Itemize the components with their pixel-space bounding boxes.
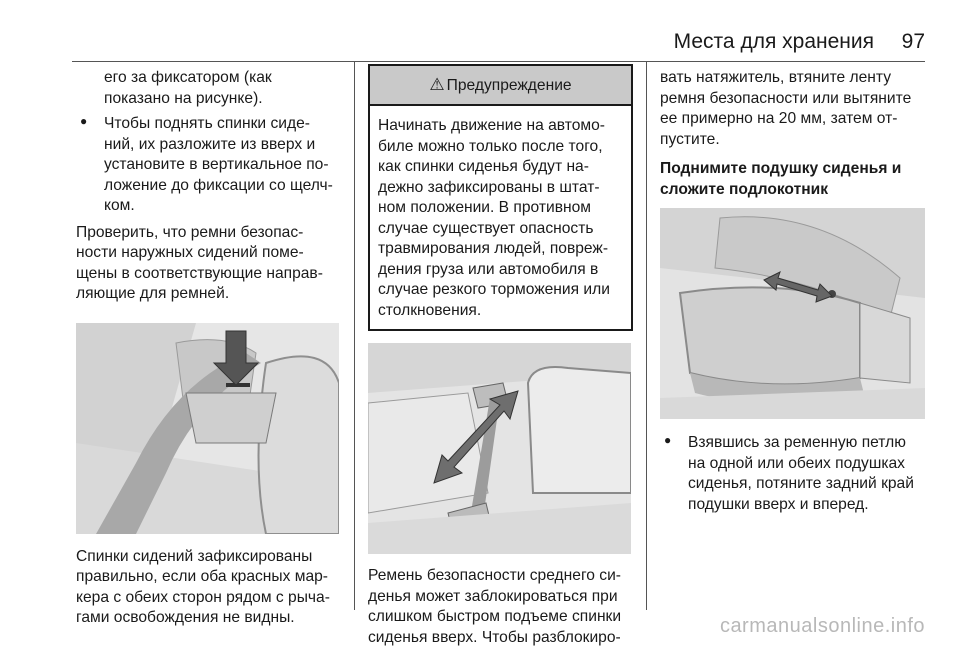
continued-text-line: показано на рисунке). xyxy=(76,89,344,110)
warning-line: случае существует опасность xyxy=(378,219,623,240)
bullet-line: Чтобы поднять спинки сиде- xyxy=(104,114,344,135)
column-3 xyxy=(660,68,928,515)
bullet-line: ком. xyxy=(104,196,344,217)
header-rule xyxy=(72,61,925,62)
figure-caption xyxy=(76,547,344,629)
warning-line: ном положении. В противном xyxy=(378,198,623,219)
warning-line: травмирования людей, повреж- xyxy=(378,239,623,260)
watermark: carmanualsonline.info xyxy=(720,615,925,638)
paragraph xyxy=(76,223,344,305)
bullet-line: установите в вертикальное по- xyxy=(104,155,344,176)
figure-seatbelt-guide xyxy=(76,323,339,534)
warning-header xyxy=(370,66,631,106)
warning-line: Начинать движение на автомо- xyxy=(378,116,623,137)
warning-body xyxy=(370,106,631,329)
bullet-line: сиденья, потяните задний край xyxy=(688,474,928,495)
bullet-dot-icon: ● xyxy=(664,433,671,447)
text-block xyxy=(368,566,633,648)
warning-triangle-icon: ⚠ xyxy=(429,66,444,104)
figure-seat-cushion xyxy=(660,208,925,419)
bullet-item xyxy=(76,114,344,217)
text-line: сиденья вверх. Чтобы разблокиро- xyxy=(368,628,633,648)
bullet-line: ложение до фиксации со щелч- xyxy=(104,176,344,197)
continued-text-line: пустите. xyxy=(660,130,928,151)
warning-line: столкновения. xyxy=(378,301,623,322)
column-2 xyxy=(368,64,633,648)
continued-text-line: вать натяжитель, втяните ленту xyxy=(660,68,928,89)
bullet-line: Взявшись за ременную петлю xyxy=(688,433,928,454)
paragraph-line: щены в соответствующие направ- xyxy=(76,264,344,285)
warning-line: как спинки сиденья будут на- xyxy=(378,157,623,178)
page-number: 97 xyxy=(902,30,925,54)
paragraph-line: Проверить, что ремни безопас- xyxy=(76,223,344,244)
caption-line: гами освобождения не видны. xyxy=(76,608,344,629)
text-line: Ремень безопасности среднего си- xyxy=(368,566,633,587)
bullet-line: на одной или обеих подушках xyxy=(688,454,928,475)
warning-line: случае резкого торможения или xyxy=(378,280,623,301)
column-divider-1 xyxy=(354,62,355,610)
warning-line: дежно зафиксированы в штат- xyxy=(378,178,623,199)
paragraph-line: ности наружных сидений поме- xyxy=(76,243,344,264)
warning-title: Предупреждение xyxy=(447,77,572,94)
continued-text-line: ремня безопасности или вытяните xyxy=(660,89,928,110)
bullet-item xyxy=(660,433,928,515)
warning-box xyxy=(368,64,633,331)
warning-line: биле можно только после того, xyxy=(378,137,623,158)
heading-line: сложите подлокотник xyxy=(660,180,928,201)
caption-line: кера с обеих сторон рядом с рыча- xyxy=(76,588,344,609)
bullet-dot-icon: ● xyxy=(80,114,87,128)
page-header-title: Места для хранения xyxy=(674,30,874,54)
figure-center-seatbelt xyxy=(368,343,631,554)
continued-text-line: ее примерно на 20 мм, затем от- xyxy=(660,109,928,130)
caption-line: правильно, если оба красных мар- xyxy=(76,567,344,588)
bullet-line: подушки вверх и вперед. xyxy=(688,495,928,516)
text-line: денья может заблокироваться при xyxy=(368,587,633,608)
column-1 xyxy=(76,68,344,629)
continued-text-line: его за фиксатором (как xyxy=(76,68,344,89)
text-line: слишком быстром подъеме спинки xyxy=(368,607,633,628)
warning-line: дения груза или автомобиля в xyxy=(378,260,623,281)
caption-line: Спинки сидений зафиксированы xyxy=(76,547,344,568)
column-divider-2 xyxy=(646,62,647,610)
paragraph-line: ляющие для ремней. xyxy=(76,284,344,305)
heading-line: Поднимите подушку сиденья и xyxy=(660,159,928,180)
section-heading xyxy=(660,159,928,200)
bullet-line: ний, их разложите из вверх и xyxy=(104,135,344,156)
